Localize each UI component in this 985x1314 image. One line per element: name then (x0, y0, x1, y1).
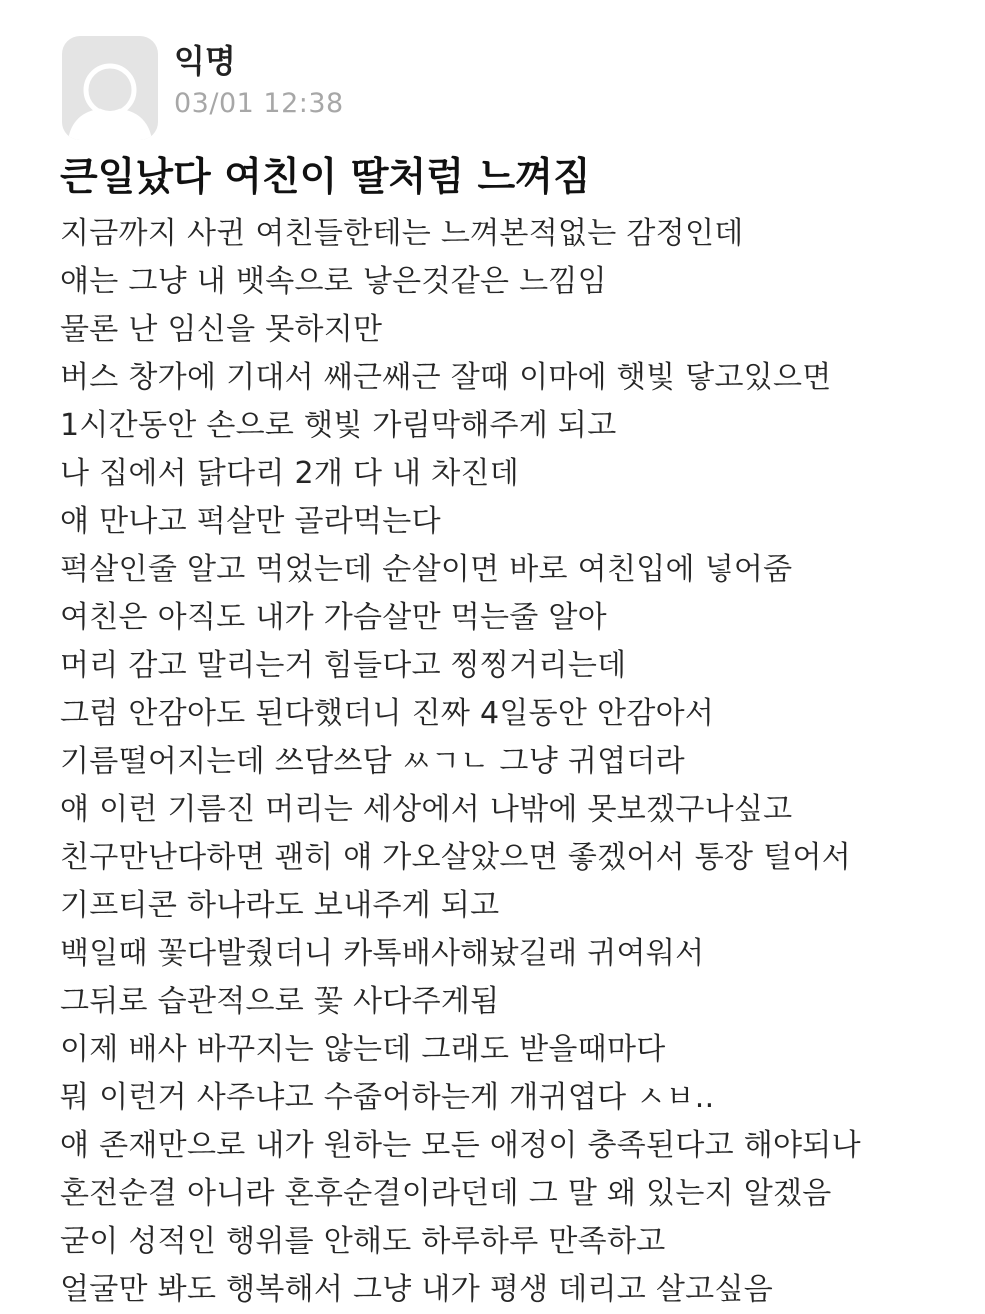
avatar[interactable] (62, 36, 158, 140)
post-body-line: 머리 감고 말리는거 힘들다고 찡찡거리는데 (60, 648, 627, 683)
post-body-line: 기프티콘 하나라도 보내주게 되고 (60, 888, 500, 923)
author-name: 익명 (174, 42, 236, 80)
post-title: 큰일났다 여친이 딸처럼 느껴짐 (60, 155, 591, 200)
post-body-line: 버스 창가에 기대서 쌔근쌔근 잘때 이마에 햇빛 닿고있으면 (60, 360, 832, 395)
post-body-line: 1시간동안 손으로 햇빛 가림막해주게 되고 (60, 408, 617, 443)
post-body-line: 기름떨어지는데 쓰담쓰담 ㅆㄱㄴ 그냥 귀엽더라 (60, 744, 685, 779)
post-body-line: 얼굴만 봐도 행복해서 그냥 내가 평생 데리고 살고싶음 (60, 1272, 774, 1307)
post-body (60, 210, 970, 1314)
post-body-line: 이제 배사 바꾸지는 않는데 그래도 받을때마다 (60, 1032, 666, 1067)
post-body-line: 여친은 아직도 내가 가슴살만 먹는줄 알아 (60, 600, 607, 635)
default-user-avatar-icon (62, 36, 158, 140)
post-body-line: 친구만난다하면 괜히 얘 가오살았으면 좋겠어서 통장 털어서 (60, 840, 852, 875)
post-body-line: 그럼 안감아도 된다했더니 진짜 4일동안 안감아서 (60, 696, 715, 731)
post-timestamp: 03/01 12:38 (174, 88, 344, 119)
post-body-line: 얘 만나고 퍽살만 골라먹는다 (60, 504, 441, 539)
post-body-line: 그뒤로 습관적으로 꽃 사다주게됨 (60, 984, 500, 1019)
post-body-line: 물론 난 임신을 못하지만 (60, 312, 383, 347)
post-body-line: 나 집에서 닭다리 2개 다 내 차진데 (60, 456, 520, 491)
post-body-line: 굳이 성적인 행위를 안해도 하루하루 만족하고 (60, 1224, 666, 1259)
post-body-line: 퍽살인줄 알고 먹었는데 순살이면 바로 여친입에 넣어줌 (60, 552, 793, 587)
post-body-line: 뭐 이런거 사주냐고 수줍어하는게 개귀엽다 ㅅㅂ.. (60, 1080, 715, 1115)
post-body-line: 백일때 꽃다발줬더니 카톡배사해놨길래 귀여워서 (60, 936, 705, 971)
post-body-line: 얘 이런 기름진 머리는 세상에서 나밖에 못보겠구나싶고 (60, 792, 793, 827)
post-body-line: 혼전순결 아니라 혼후순결이라던데 그 말 왜 있는지 알겠음 (60, 1176, 832, 1211)
post-body-line: 얘 존재만으로 내가 원하는 모든 애정이 충족된다고 해야되나 (60, 1128, 861, 1163)
post-body-line: 지금까지 사귄 여친들한테는 느껴본적없는 감정인데 (60, 216, 744, 251)
post-body-line: 얘는 그냥 내 뱃속으로 낳은것같은 느낌임 (60, 264, 607, 299)
